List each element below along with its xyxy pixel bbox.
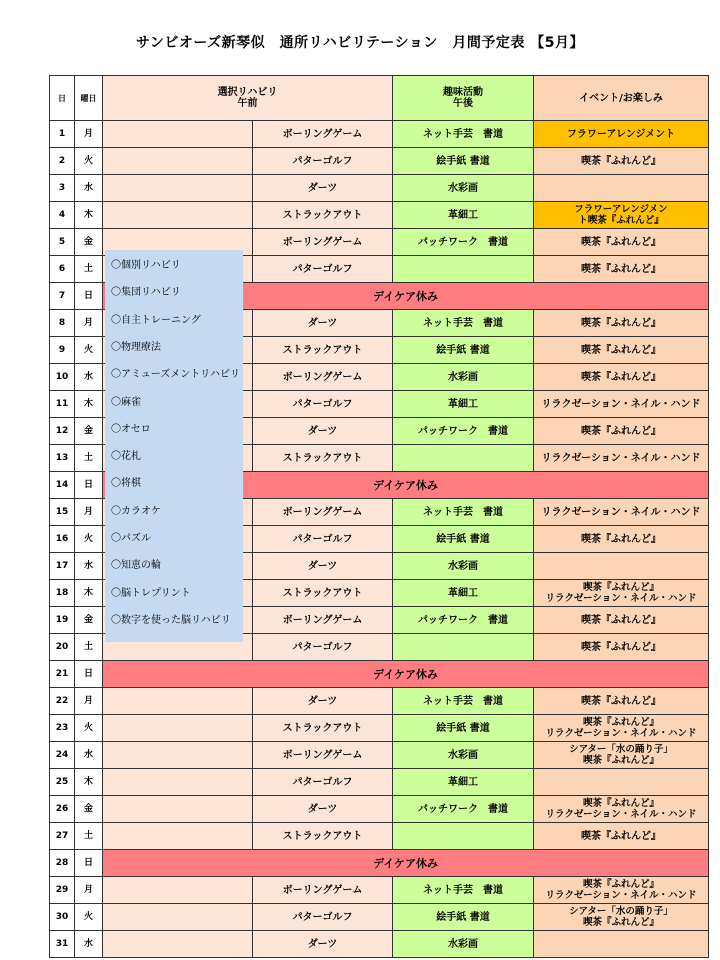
date-cell: 30 <box>50 904 75 931</box>
event-cell: 喫茶『ふれんど』 <box>534 337 709 364</box>
date-cell: 13 <box>50 445 75 472</box>
table-row <box>50 877 709 904</box>
weekday-cell: 火 <box>75 715 103 742</box>
rehab-menu-item: 〇物理療法 <box>111 341 161 353</box>
closed-day-cell: デイケア休み <box>103 850 709 877</box>
date-cell: 23 <box>50 715 75 742</box>
table-row <box>50 121 709 148</box>
event-cell: 喫茶『ふれんど』 <box>534 418 709 445</box>
rehab-menu-item: 〇脳トレプリント <box>111 587 191 599</box>
weekday-cell: 水 <box>75 175 103 202</box>
am-activity-cell: ダーツ <box>253 310 393 337</box>
header-event: イベント/お楽しみ <box>534 76 709 121</box>
table-row <box>50 202 709 229</box>
am-activity-cell: パターゴルフ <box>253 148 393 175</box>
date-cell: 28 <box>50 850 75 877</box>
pm-hobby-cell: 絵手紙 書道 <box>393 337 534 364</box>
table-row <box>50 769 709 796</box>
header-am <box>103 76 393 121</box>
weekday-cell: 日 <box>75 661 103 688</box>
header-dow: 曜日 <box>75 76 103 121</box>
table-row <box>50 796 709 823</box>
am-activity-cell: ダーツ <box>253 418 393 445</box>
table-row <box>50 175 709 202</box>
am-activity-cell: ボーリングゲーム <box>253 742 393 769</box>
pm-hobby-cell <box>393 256 534 283</box>
date-cell: 9 <box>50 337 75 364</box>
rehab-menu-item: 〇自主トレーニング <box>111 314 201 326</box>
weekday-cell: 月 <box>75 877 103 904</box>
weekday-cell: 土 <box>75 445 103 472</box>
weekday-cell: 火 <box>75 337 103 364</box>
date-cell: 1 <box>50 121 75 148</box>
event-cell <box>534 742 709 769</box>
pm-hobby-cell: 絵手紙 書道 <box>393 526 534 553</box>
event-line: シアター「水の踊り子」 <box>569 906 673 917</box>
header-pm-line1: 趣味活動 <box>443 87 483 98</box>
date-cell: 10 <box>50 364 75 391</box>
event-line: 喫茶『ふれんど』 <box>582 582 659 593</box>
event-cell: 喫茶『ふれんど』 <box>534 310 709 337</box>
header-am-line1: 選択リハビリ <box>217 87 278 98</box>
am-activity-cell: ストラックアウト <box>253 715 393 742</box>
weekday-cell: 金 <box>75 418 103 445</box>
am-activity-cell: ボーリングゲーム <box>253 229 393 256</box>
date-cell: 12 <box>50 418 75 445</box>
date-cell: 25 <box>50 769 75 796</box>
event-cell: リラクゼーション・ネイル・ハンド <box>534 499 709 526</box>
pm-hobby-cell: 絵手紙 書道 <box>393 904 534 931</box>
am-activity-cell: ストラックアウト <box>253 580 393 607</box>
blank-cell <box>103 796 253 823</box>
weekday-cell: 水 <box>75 364 103 391</box>
pm-hobby-cell: 革細工 <box>393 580 534 607</box>
event-line: リラクゼーション・ネイル・ハンド <box>545 728 697 739</box>
blank-cell <box>103 931 253 958</box>
am-activity-cell: ストラックアウト <box>253 445 393 472</box>
date-cell: 21 <box>50 661 75 688</box>
table-row <box>50 904 709 931</box>
am-activity-cell: パターゴルフ <box>253 256 393 283</box>
weekday-cell: 月 <box>75 310 103 337</box>
event-line: リラクゼーション・ネイル・ハンド <box>545 890 697 901</box>
am-activity-cell: ダーツ <box>253 931 393 958</box>
event-cell <box>534 931 709 958</box>
closed-day-cell: デイケア休み <box>103 283 709 310</box>
event-line: リラクゼーション・ネイル・ハンド <box>545 593 697 604</box>
am-activity-cell: ボーリングゲーム <box>253 877 393 904</box>
am-activity-cell: パターゴルフ <box>253 391 393 418</box>
am-activity-cell: ダーツ <box>253 553 393 580</box>
pm-hobby-cell: 水彩画 <box>393 175 534 202</box>
rehab-menu-item: 〇カラオケ <box>111 505 161 517</box>
event-cell: 喫茶『ふれんど』 <box>534 364 709 391</box>
event-cell <box>534 580 709 607</box>
date-cell: 29 <box>50 877 75 904</box>
date-cell: 20 <box>50 634 75 661</box>
blank-cell <box>103 823 253 850</box>
rehab-menu-item: 〇パズル <box>111 533 151 544</box>
date-cell: 31 <box>50 931 75 958</box>
header-am-line2: 午前 <box>237 98 258 109</box>
weekday-cell: 土 <box>75 823 103 850</box>
am-activity-cell: ボーリングゲーム <box>253 364 393 391</box>
weekday-cell: 金 <box>75 607 103 634</box>
event-cell: 喫茶『ふれんど』 <box>534 229 709 256</box>
header-date: 日 <box>50 76 75 121</box>
rehab-menu-item: 〇知恵の輪 <box>111 560 161 572</box>
date-cell: 3 <box>50 175 75 202</box>
event-cell: フラワーアレンジメント <box>534 121 709 148</box>
date-cell: 7 <box>50 283 75 310</box>
pm-hobby-cell: 絵手紙 書道 <box>393 148 534 175</box>
weekday-cell: 日 <box>75 850 103 877</box>
date-cell: 16 <box>50 526 75 553</box>
table-row <box>50 850 709 877</box>
event-cell <box>534 769 709 796</box>
date-cell: 19 <box>50 607 75 634</box>
rehab-menu-item: 〇花札 <box>111 451 141 463</box>
page-title: サンビオーズ新琴似 通所リハビリテーション 月間予定表 【5月】 <box>136 35 584 51</box>
weekday-cell: 火 <box>75 148 103 175</box>
pm-hobby-cell: 水彩画 <box>393 742 534 769</box>
pm-hobby-cell: 絵手紙 書道 <box>393 715 534 742</box>
event-cell <box>534 877 709 904</box>
blank-cell <box>103 175 253 202</box>
rehab-menu-item: 〇オセロ <box>111 423 151 435</box>
pm-hobby-cell: 水彩画 <box>393 364 534 391</box>
table-row <box>50 823 709 850</box>
am-activity-cell: ダーツ <box>253 175 393 202</box>
weekday-cell: 木 <box>75 391 103 418</box>
event-cell <box>534 796 709 823</box>
rehab-menu-item: 〇将棋 <box>111 478 141 490</box>
table-row <box>50 715 709 742</box>
table-row <box>50 661 709 688</box>
event-line: シアター「水の踊り子」 <box>569 744 673 755</box>
am-activity-cell: ストラックアウト <box>253 823 393 850</box>
table-row <box>50 148 709 175</box>
am-activity-cell: ボーリングゲーム <box>253 121 393 148</box>
rehab-menu-item: 〇集団リハビリ <box>111 287 181 299</box>
closed-day-cell: デイケア休み <box>103 661 709 688</box>
weekday-cell: 金 <box>75 796 103 823</box>
date-cell: 27 <box>50 823 75 850</box>
pm-hobby-cell: ネット手芸 書道 <box>393 877 534 904</box>
weekday-cell: 日 <box>75 472 103 499</box>
date-cell: 15 <box>50 499 75 526</box>
pm-hobby-cell: ネット手芸 書道 <box>393 121 534 148</box>
event-cell: 喫茶『ふれんど』 <box>534 256 709 283</box>
pm-hobby-cell: 革細工 <box>393 202 534 229</box>
weekday-cell: 月 <box>75 499 103 526</box>
header-pm-line2: 午後 <box>453 98 473 109</box>
date-cell: 22 <box>50 688 75 715</box>
event-cell <box>534 553 709 580</box>
event-cell: 喫茶『ふれんど』 <box>534 526 709 553</box>
am-activity-cell: ダーツ <box>253 688 393 715</box>
event-cell: 喫茶『ふれんど』 <box>534 823 709 850</box>
weekday-cell: 土 <box>75 634 103 661</box>
blank-cell <box>103 742 253 769</box>
date-cell: 4 <box>50 202 75 229</box>
event-line: ト喫茶『ふれんど』 <box>578 215 664 226</box>
pm-hobby-cell: 水彩画 <box>393 553 534 580</box>
am-activity-cell: パターゴルフ <box>253 904 393 931</box>
am-activity-cell: ダーツ <box>253 796 393 823</box>
pm-hobby-cell: パッチワーク 書道 <box>393 418 534 445</box>
event-cell <box>534 715 709 742</box>
pm-hobby-cell: パッチワーク 書道 <box>393 607 534 634</box>
event-line: リラクゼーション・ネイル・ハンド <box>545 809 697 820</box>
weekday-cell: 日 <box>75 283 103 310</box>
event-cell: リラクゼーション・ネイル・ハンド <box>534 391 709 418</box>
rehab-menu-item: 〇数字を使った脳リハビリ <box>111 614 231 626</box>
weekday-cell: 水 <box>75 553 103 580</box>
weekday-cell: 水 <box>75 742 103 769</box>
weekday-cell: 火 <box>75 526 103 553</box>
pm-hobby-cell: パッチワーク 書道 <box>393 796 534 823</box>
table-row <box>50 931 709 958</box>
blank-cell <box>103 148 253 175</box>
pm-hobby-cell: ネット手芸 書道 <box>393 688 534 715</box>
header-row <box>50 76 709 121</box>
weekday-cell: 木 <box>75 202 103 229</box>
weekday-cell: 月 <box>75 121 103 148</box>
date-cell: 8 <box>50 310 75 337</box>
pm-hobby-cell <box>393 634 534 661</box>
date-cell: 6 <box>50 256 75 283</box>
blank-cell <box>103 121 253 148</box>
pm-hobby-cell <box>393 823 534 850</box>
pm-hobby-cell: 革細工 <box>393 769 534 796</box>
event-cell: リラクゼーション・ネイル・ハンド <box>534 445 709 472</box>
header-pm <box>393 76 534 121</box>
event-line: 喫茶『ふれんど』 <box>582 917 659 928</box>
pm-hobby-cell <box>393 445 534 472</box>
table-row <box>50 742 709 769</box>
pm-hobby-cell: 革細工 <box>393 391 534 418</box>
blank-cell <box>103 904 253 931</box>
rehab-menu-list <box>105 250 243 642</box>
weekday-cell: 木 <box>75 580 103 607</box>
date-cell: 2 <box>50 148 75 175</box>
rehab-menu-item: 〇アミューズメントリハビリ <box>111 369 240 381</box>
event-cell <box>534 202 709 229</box>
event-line: フラワーアレンジメン <box>574 204 668 215</box>
date-cell: 17 <box>50 553 75 580</box>
event-cell <box>534 175 709 202</box>
weekday-cell: 火 <box>75 904 103 931</box>
am-activity-cell: パターゴルフ <box>253 769 393 796</box>
event-cell: 喫茶『ふれんど』 <box>534 634 709 661</box>
rehab-menu-item: 〇個別リハビリ <box>111 260 181 271</box>
blank-cell <box>103 202 253 229</box>
pm-hobby-cell: 水彩画 <box>393 931 534 958</box>
weekday-cell: 金 <box>75 229 103 256</box>
date-cell: 18 <box>50 580 75 607</box>
am-activity-cell: パターゴルフ <box>253 634 393 661</box>
am-activity-cell: パターゴルフ <box>253 526 393 553</box>
blank-cell <box>103 688 253 715</box>
date-cell: 5 <box>50 229 75 256</box>
blank-cell <box>103 769 253 796</box>
am-activity-cell: ボーリングゲーム <box>253 607 393 634</box>
weekday-cell: 木 <box>75 769 103 796</box>
blank-cell <box>103 715 253 742</box>
am-activity-cell: ストラックアウト <box>253 202 393 229</box>
date-cell: 26 <box>50 796 75 823</box>
pm-hobby-cell: ネット手芸 書道 <box>393 499 534 526</box>
event-line: 喫茶『ふれんど』 <box>582 717 659 728</box>
am-activity-cell: ボーリングゲーム <box>253 499 393 526</box>
weekday-cell: 土 <box>75 256 103 283</box>
rehab-menu-item: 〇麻雀 <box>111 396 141 408</box>
event-cell: 喫茶『ふれんど』 <box>534 688 709 715</box>
table-row <box>50 688 709 715</box>
pm-hobby-cell: パッチワーク 書道 <box>393 229 534 256</box>
pm-hobby-cell: ネット手芸 書道 <box>393 310 534 337</box>
event-line: 喫茶『ふれんど』 <box>582 879 659 890</box>
event-line: 喫茶『ふれんど』 <box>582 755 659 766</box>
date-cell: 11 <box>50 391 75 418</box>
blank-cell <box>103 877 253 904</box>
date-cell: 24 <box>50 742 75 769</box>
event-cell: 喫茶『ふれんど』 <box>534 607 709 634</box>
am-activity-cell: ストラックアウト <box>253 337 393 364</box>
closed-day-cell: デイケア休み <box>103 472 709 499</box>
date-cell: 14 <box>50 472 75 499</box>
event-line: 喫茶『ふれんど』 <box>582 798 659 809</box>
weekday-cell: 月 <box>75 688 103 715</box>
event-cell: 喫茶『ふれんど』 <box>534 148 709 175</box>
weekday-cell: 水 <box>75 931 103 958</box>
event-cell <box>534 904 709 931</box>
